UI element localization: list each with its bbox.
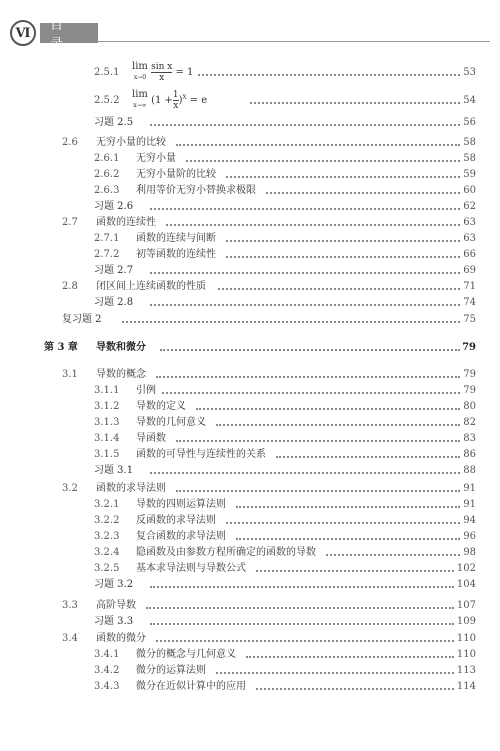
entry-page: 104 bbox=[456, 579, 476, 590]
entry-page: 53 bbox=[463, 67, 476, 78]
leader-dots bbox=[276, 454, 460, 458]
entry-page: 56 bbox=[463, 117, 476, 128]
formula-e: lim x→∞ ($1 +\frac{1}{x}$ )$^x$ = e bbox=[132, 89, 208, 111]
toc-entry[interactable] bbox=[0, 312, 500, 328]
entry-page: 96 bbox=[463, 531, 476, 542]
entry-title: 利用等价无穷小替换求极限 bbox=[136, 185, 256, 196]
entry-title: 习题 3.2 bbox=[94, 579, 134, 590]
entry-title: 无穷小量的比较 bbox=[96, 137, 166, 148]
entry-page: 88 bbox=[463, 465, 476, 476]
entry-page: 94 bbox=[463, 515, 476, 526]
entry-title: 习题 2.8 bbox=[94, 297, 134, 308]
entry-page: 63 bbox=[463, 217, 476, 228]
entry-number: 2.7 bbox=[62, 217, 78, 228]
toc-entry[interactable] bbox=[0, 295, 500, 311]
leader-dots bbox=[266, 190, 460, 194]
toc-entry[interactable] bbox=[0, 545, 500, 561]
entry-number: 2.7.1 bbox=[94, 233, 120, 244]
entry-number: 3.4.3 bbox=[94, 681, 120, 692]
toc-entry[interactable] bbox=[0, 399, 500, 415]
entry-title: 初等函数的连续性 bbox=[136, 249, 216, 260]
entry-page: 109 bbox=[456, 616, 476, 627]
toc-entry[interactable] bbox=[0, 529, 500, 545]
leader-dots bbox=[246, 654, 454, 658]
toc-entry[interactable] bbox=[0, 167, 500, 183]
section-tab: 目 录 bbox=[40, 23, 98, 43]
entry-title: 函数的求导法则 bbox=[96, 483, 166, 494]
entry-page: 113 bbox=[456, 665, 476, 676]
leader-dots bbox=[176, 142, 460, 146]
leader-dots bbox=[256, 568, 454, 572]
toc-chapter[interactable] bbox=[0, 340, 500, 356]
entry-page: 86 bbox=[463, 449, 476, 460]
leader-dots bbox=[176, 438, 460, 442]
entry-number: 3.2.4 bbox=[94, 547, 120, 558]
entry-page: 91 bbox=[463, 483, 476, 494]
leader-dots bbox=[226, 174, 460, 178]
toc-entry[interactable] bbox=[0, 263, 500, 279]
entry-page: 91 bbox=[463, 499, 476, 510]
entry-title: 导数的定义 bbox=[136, 401, 186, 412]
entry-number: 3.3 bbox=[62, 600, 78, 611]
leader-dots bbox=[150, 470, 460, 474]
entry-title: 习题 2.6 bbox=[94, 201, 134, 212]
entry-number: 2.8 bbox=[62, 281, 78, 292]
toc-entry[interactable] bbox=[0, 577, 500, 593]
leader-dots bbox=[160, 347, 460, 351]
entry-title: 导数的几何意义 bbox=[136, 417, 206, 428]
leader-dots bbox=[156, 374, 460, 378]
leader-dots bbox=[150, 270, 460, 274]
entry-page: 80 bbox=[463, 401, 476, 412]
entry-title: 反函数的求导法则 bbox=[136, 515, 216, 526]
entry-page: 59 bbox=[463, 169, 476, 180]
leader-dots bbox=[150, 584, 454, 588]
entry-page: 63 bbox=[463, 233, 476, 244]
leader-dots bbox=[216, 422, 460, 426]
leader-dots bbox=[226, 238, 460, 242]
toc-entry[interactable] bbox=[0, 447, 500, 463]
toc-entry[interactable] bbox=[0, 663, 500, 679]
entry-page: 98 bbox=[463, 547, 476, 558]
entry-page: 58 bbox=[463, 153, 476, 164]
entry-number: 3.2.3 bbox=[94, 531, 120, 542]
leader-dots bbox=[256, 686, 454, 690]
entry-page: 107 bbox=[456, 600, 476, 611]
entry-page: 83 bbox=[463, 433, 476, 444]
leader-dots bbox=[250, 100, 460, 104]
toc-entry[interactable] bbox=[0, 367, 500, 383]
entry-page: 110 bbox=[456, 633, 476, 644]
toc-entry[interactable] bbox=[0, 415, 500, 431]
chapter-number: 第 3 章 bbox=[44, 342, 78, 353]
toc-entry[interactable] bbox=[0, 183, 500, 199]
toc-entry[interactable] bbox=[0, 431, 500, 447]
entry-number: 3.2.2 bbox=[94, 515, 120, 526]
toc-entry[interactable] bbox=[0, 115, 500, 131]
entry-page: 62 bbox=[463, 201, 476, 212]
page-number-roman: Ⅵ bbox=[10, 20, 36, 46]
entry-page: 69 bbox=[463, 265, 476, 276]
entry-number: 3.1.2 bbox=[94, 401, 120, 412]
toc-entry[interactable] bbox=[0, 383, 500, 399]
entry-number: 2.6.3 bbox=[94, 185, 120, 196]
toc-entry[interactable] bbox=[0, 497, 500, 513]
entry-title: 函数的可导性与连续性的关系 bbox=[136, 449, 266, 460]
entry-page: 60 bbox=[463, 185, 476, 196]
entry-title: 复合函数的求导法则 bbox=[136, 531, 226, 542]
entry-title: 引例 bbox=[136, 385, 156, 396]
entry-page: 79 bbox=[463, 385, 476, 396]
entry-page: 58 bbox=[463, 137, 476, 148]
toc-entry[interactable] bbox=[0, 199, 500, 215]
toc-entry[interactable] bbox=[0, 151, 500, 167]
entry-number: 2.6.2 bbox=[94, 169, 120, 180]
entry-number: 3.4.2 bbox=[94, 665, 120, 676]
toc-entry[interactable] bbox=[0, 631, 500, 647]
entry-title: 习题 3.1 bbox=[94, 465, 134, 476]
leader-dots bbox=[150, 122, 460, 126]
leader-dots bbox=[186, 158, 460, 162]
entry-number: 3.4 bbox=[62, 633, 78, 644]
chapter-title: 导数和微分 bbox=[96, 342, 146, 353]
entry-page: 110 bbox=[456, 649, 476, 660]
toc-entry[interactable] bbox=[0, 679, 500, 695]
leader-dots bbox=[166, 222, 460, 226]
toc-entry[interactable] bbox=[0, 90, 500, 112]
entry-number: 2.6.1 bbox=[94, 153, 120, 164]
leader-dots bbox=[198, 72, 460, 76]
leader-dots bbox=[218, 286, 460, 290]
entry-page: 102 bbox=[456, 563, 476, 574]
toc-entry[interactable] bbox=[0, 279, 500, 295]
entry-page: 79 bbox=[463, 369, 476, 380]
entry-number: 3.1.1 bbox=[94, 385, 120, 396]
toc-entry[interactable] bbox=[0, 215, 500, 231]
leader-dots bbox=[150, 621, 454, 625]
leader-dots bbox=[162, 390, 460, 394]
entry-title: 无穷小量 bbox=[136, 153, 176, 164]
leader-dots bbox=[122, 319, 460, 323]
entry-title: 习题 2.5 bbox=[94, 117, 134, 128]
leader-dots bbox=[236, 504, 460, 508]
entry-title: 复习题 2 bbox=[62, 314, 102, 325]
leader-dots bbox=[150, 302, 460, 306]
entry-title: 函数的连续与间断 bbox=[136, 233, 216, 244]
entry-page: 54 bbox=[463, 95, 476, 106]
entry-number: 3.4.1 bbox=[94, 649, 120, 660]
toc-entry[interactable] bbox=[0, 481, 500, 497]
entry-title: 基本求导法则与导数公式 bbox=[136, 563, 246, 574]
entry-title: 导数的概念 bbox=[96, 369, 146, 380]
entry-number: 2.5.2 bbox=[94, 95, 120, 106]
formula-sinx: lim $x\to 0 \frac{\text{sin x}}{x}$ = 1 bbox=[132, 61, 194, 83]
toc-entry[interactable] bbox=[0, 647, 500, 663]
entry-title: 高阶导数 bbox=[96, 600, 136, 611]
entry-number: 3.2 bbox=[62, 483, 78, 494]
toc-entry[interactable] bbox=[0, 614, 500, 630]
entry-title: 函数的连续性 bbox=[96, 217, 156, 228]
toc-entry[interactable] bbox=[0, 513, 500, 529]
entry-page: 82 bbox=[463, 417, 476, 428]
toc-entry[interactable] bbox=[0, 598, 500, 614]
entry-title: 隐函数及由参数方程所确定的函数的导数 bbox=[136, 547, 316, 558]
entry-title: 习题 3.3 bbox=[94, 616, 134, 627]
entry-title: 导数的四则运算法则 bbox=[136, 499, 226, 510]
entry-title: 无穷小量阶的比较 bbox=[136, 169, 216, 180]
entry-title: 微分在近似计算中的应用 bbox=[136, 681, 246, 692]
entry-number: 3.1.3 bbox=[94, 417, 120, 428]
leader-dots bbox=[150, 206, 460, 210]
entry-number: 3.2.1 bbox=[94, 499, 120, 510]
leader-dots bbox=[326, 552, 460, 556]
entry-page: 71 bbox=[463, 281, 476, 292]
toc-entry[interactable] bbox=[0, 247, 500, 263]
leader-dots bbox=[216, 670, 454, 674]
leader-dots bbox=[176, 488, 460, 492]
leader-dots bbox=[226, 520, 460, 524]
entry-number: 3.1.5 bbox=[94, 449, 120, 460]
entry-number: 3.1 bbox=[62, 369, 78, 380]
entry-number: 2.6 bbox=[62, 137, 78, 148]
chapter-page: 79 bbox=[462, 342, 476, 353]
entry-title: 导函数 bbox=[136, 433, 166, 444]
leader-dots bbox=[156, 638, 454, 642]
toc-entry[interactable] bbox=[0, 561, 500, 577]
entry-page: 114 bbox=[456, 681, 476, 692]
entry-page: 66 bbox=[463, 249, 476, 260]
toc-entry[interactable] bbox=[0, 135, 500, 151]
leader-dots bbox=[236, 536, 460, 540]
entry-number: 2.5.1 bbox=[94, 67, 120, 78]
leader-dots bbox=[146, 605, 454, 609]
entry-number: 3.1.4 bbox=[94, 433, 120, 444]
toc-entry[interactable] bbox=[0, 62, 500, 84]
entry-title: 函数的微分 bbox=[96, 633, 146, 644]
entry-page: 75 bbox=[463, 314, 476, 325]
entry-title: 微分的概念与几何意义 bbox=[136, 649, 236, 660]
entry-page: 74 bbox=[463, 297, 476, 308]
entry-number: 3.2.5 bbox=[94, 563, 120, 574]
leader-dots bbox=[226, 254, 460, 258]
entry-title: 习题 2.7 bbox=[94, 265, 134, 276]
entry-number: 2.7.2 bbox=[94, 249, 120, 260]
leader-dots bbox=[196, 406, 460, 410]
toc-entry[interactable] bbox=[0, 463, 500, 479]
toc-entry[interactable] bbox=[0, 231, 500, 247]
entry-title: 微分的运算法则 bbox=[136, 665, 206, 676]
entry-title: 闭区间上连续函数的性质 bbox=[96, 281, 206, 292]
